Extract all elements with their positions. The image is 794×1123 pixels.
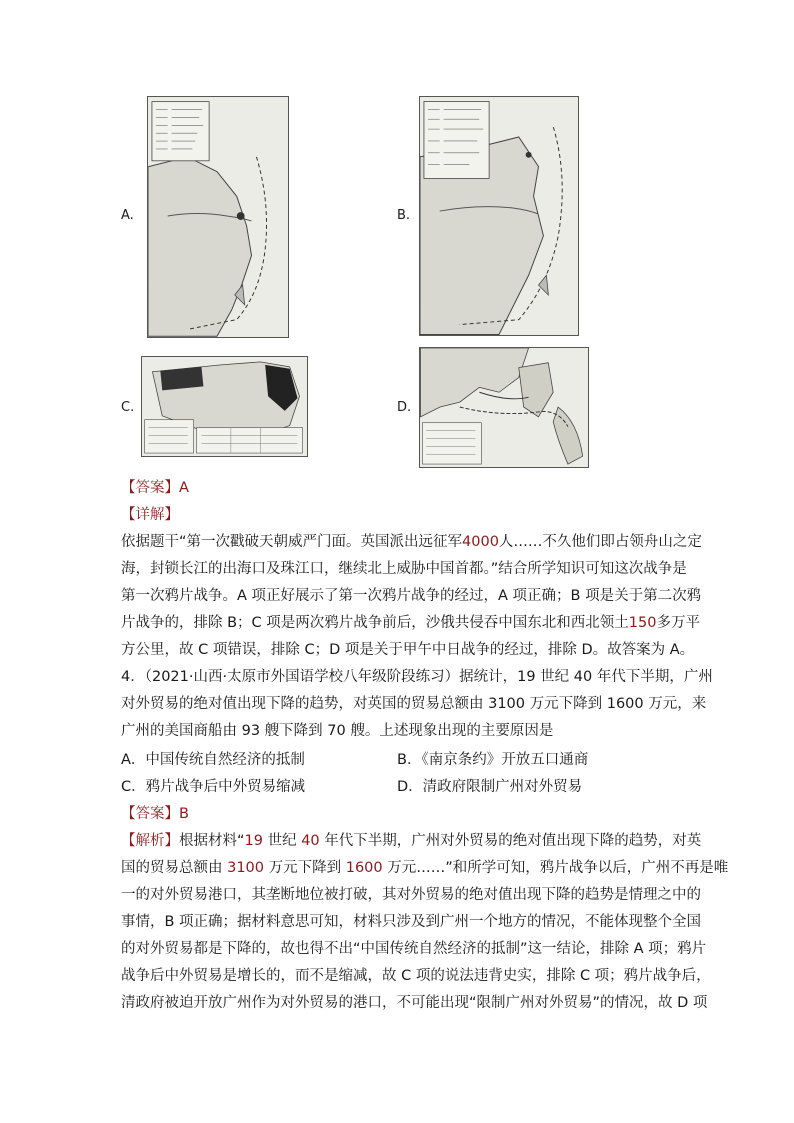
map-a-image xyxy=(148,97,288,337)
q4-option-a: A．中国传统自然经济的抵制 xyxy=(121,752,305,768)
q4-answer-value: B xyxy=(179,806,189,822)
q3-expl-text: 多万平 xyxy=(656,615,700,631)
q4-option-d: D．清政府限制广州对外贸易 xyxy=(397,779,583,795)
q3-expl-text: 人……不久他们即占领舟山之定 xyxy=(498,534,702,550)
q4-analysis-text: 根据材料“ xyxy=(179,833,245,849)
q4-analysis-text: 的对外贸易都是下降的，故也得不出“中国传统自然经济的抵制”这一结论，排除 A 项；鸦片 xyxy=(121,941,707,957)
q4-stem-line xyxy=(121,694,706,714)
map-d-image xyxy=(420,348,588,467)
q4-analysis-line xyxy=(121,831,701,851)
map-b-image xyxy=(420,97,578,335)
q4-analysis-line xyxy=(121,939,706,959)
q3-expl-number: 150 xyxy=(628,615,657,631)
q3-answer-line xyxy=(121,478,189,498)
option-a-letter: A. xyxy=(121,208,134,223)
q4-analysis-line xyxy=(121,858,728,878)
q4-analysis-text: 世纪 xyxy=(262,833,302,849)
q4-analysis-tag: 【解析】 xyxy=(121,833,179,849)
q3-expl-text: 海，封锁长江的出海口及珠江口，继续北上威胁中国首都。”结合所学知识可知这次战争是 xyxy=(121,561,687,577)
q4-option-b: B．《南京条约》开放五口通商 xyxy=(397,752,589,768)
q3-explanation-line xyxy=(121,559,687,579)
q3-detail-tag-line xyxy=(121,505,179,525)
q4-analysis-number: 19 xyxy=(244,833,263,849)
q3-expl-number: 4000 xyxy=(462,534,499,550)
q3-answer-tag: 【答案】 xyxy=(121,480,179,496)
q3-answer-value: A xyxy=(179,480,189,496)
q4-stem-text: 4．（2021·山西·太原市外国语学校八年级阶段练习）据统计，19 世纪 40 年代下半期，广州 xyxy=(121,669,713,685)
q4-analysis-text: 年代下半期，广州对外贸易的绝对值出现下降的趋势，对英 xyxy=(319,833,702,849)
q4-analysis-line xyxy=(121,885,701,905)
option-c-letter: C. xyxy=(121,400,135,415)
q4-stem-line xyxy=(121,667,713,687)
q3-expl-text: 片战争的，排除 B；C 项是两次鸦片战争前后，沙俄共侵吞中国东北和西北领土 xyxy=(121,615,629,631)
q4-stem-text: 广州的美国商船由 93 艘下降到 70 艘。上述现象出现的主要原因是 xyxy=(121,723,554,739)
q4-analysis-line xyxy=(121,912,701,932)
q4-analysis-number: 3100 xyxy=(227,860,265,876)
option-b-map xyxy=(419,96,579,336)
q4-analysis-text: 万元……”和所学可知，鸦片战争以后，广州不再是唯 xyxy=(382,860,729,876)
q3-explanation-line xyxy=(121,586,701,606)
q3-explanation-line xyxy=(121,613,700,633)
q4-stem-line xyxy=(121,721,553,741)
q3-explanation-line xyxy=(121,532,702,552)
q4-analysis-line xyxy=(121,966,711,986)
q4-analysis-number: 40 xyxy=(301,833,320,849)
q3-expl-text: 依据题干“第一次戳破天朝威严门面。英国派出远征军 xyxy=(121,534,463,550)
option-d-letter: D. xyxy=(397,400,412,415)
q4-analysis-text: 清政府被迫开放广州作为对外贸易的港口，不可能出现“限制广州对外贸易”的情况，故 D 项 xyxy=(121,995,708,1011)
q4-option-c: C．鸦片战争后中外贸易缩减 xyxy=(121,779,306,795)
q4-analysis-line xyxy=(121,993,707,1013)
q3-expl-text: 方公里，故 C 项错误，排除 C；D 项是关于甲午中日战争的经过，排除 D。故答案为 A。 xyxy=(121,642,695,658)
q4-analysis-text: 事情，B 项正确；据材料意思可知，材料只涉及到广州一个地方的情况，不能体现整个全国 xyxy=(121,914,702,930)
q4-analysis-number: 1600 xyxy=(345,860,383,876)
q4-analysis-text: 国的贸易总额由 xyxy=(121,860,228,876)
q3-explanation-line xyxy=(121,640,694,660)
q4-analysis-text: 战争后中外贸易是增长的，而不是缩减，故 C 项的说法违背史实，排除 C 项；鸦片战争后， xyxy=(121,968,711,984)
option-b-letter: B. xyxy=(397,208,411,223)
q4-answer-tag: 【答案】 xyxy=(121,806,179,822)
q4-answer-line xyxy=(121,804,189,824)
q3-expl-text: 第一次鸦片战争。A 项正好展示了第一次鸦片战争的经过，A 项正确；B 项是关于第二次鸦 xyxy=(121,588,702,604)
option-c-map xyxy=(141,356,308,457)
map-c-image xyxy=(142,357,307,456)
q3-detail-tag: 【详解】 xyxy=(121,507,179,523)
option-a-map xyxy=(147,96,289,338)
q4-analysis-text: 一的对外贸易港口，其垄断地位被打破，其对外贸易的绝对值出现下降的趋势是情理之中的 xyxy=(121,887,701,903)
q4-stem-text: 对外贸易的绝对值出现下降的趋势，对英国的贸易总额由 3100 万元下降到 1600 万元，来 xyxy=(121,696,707,712)
q4-analysis-text: 万元下降到 xyxy=(264,860,346,876)
option-d-map xyxy=(419,347,589,468)
